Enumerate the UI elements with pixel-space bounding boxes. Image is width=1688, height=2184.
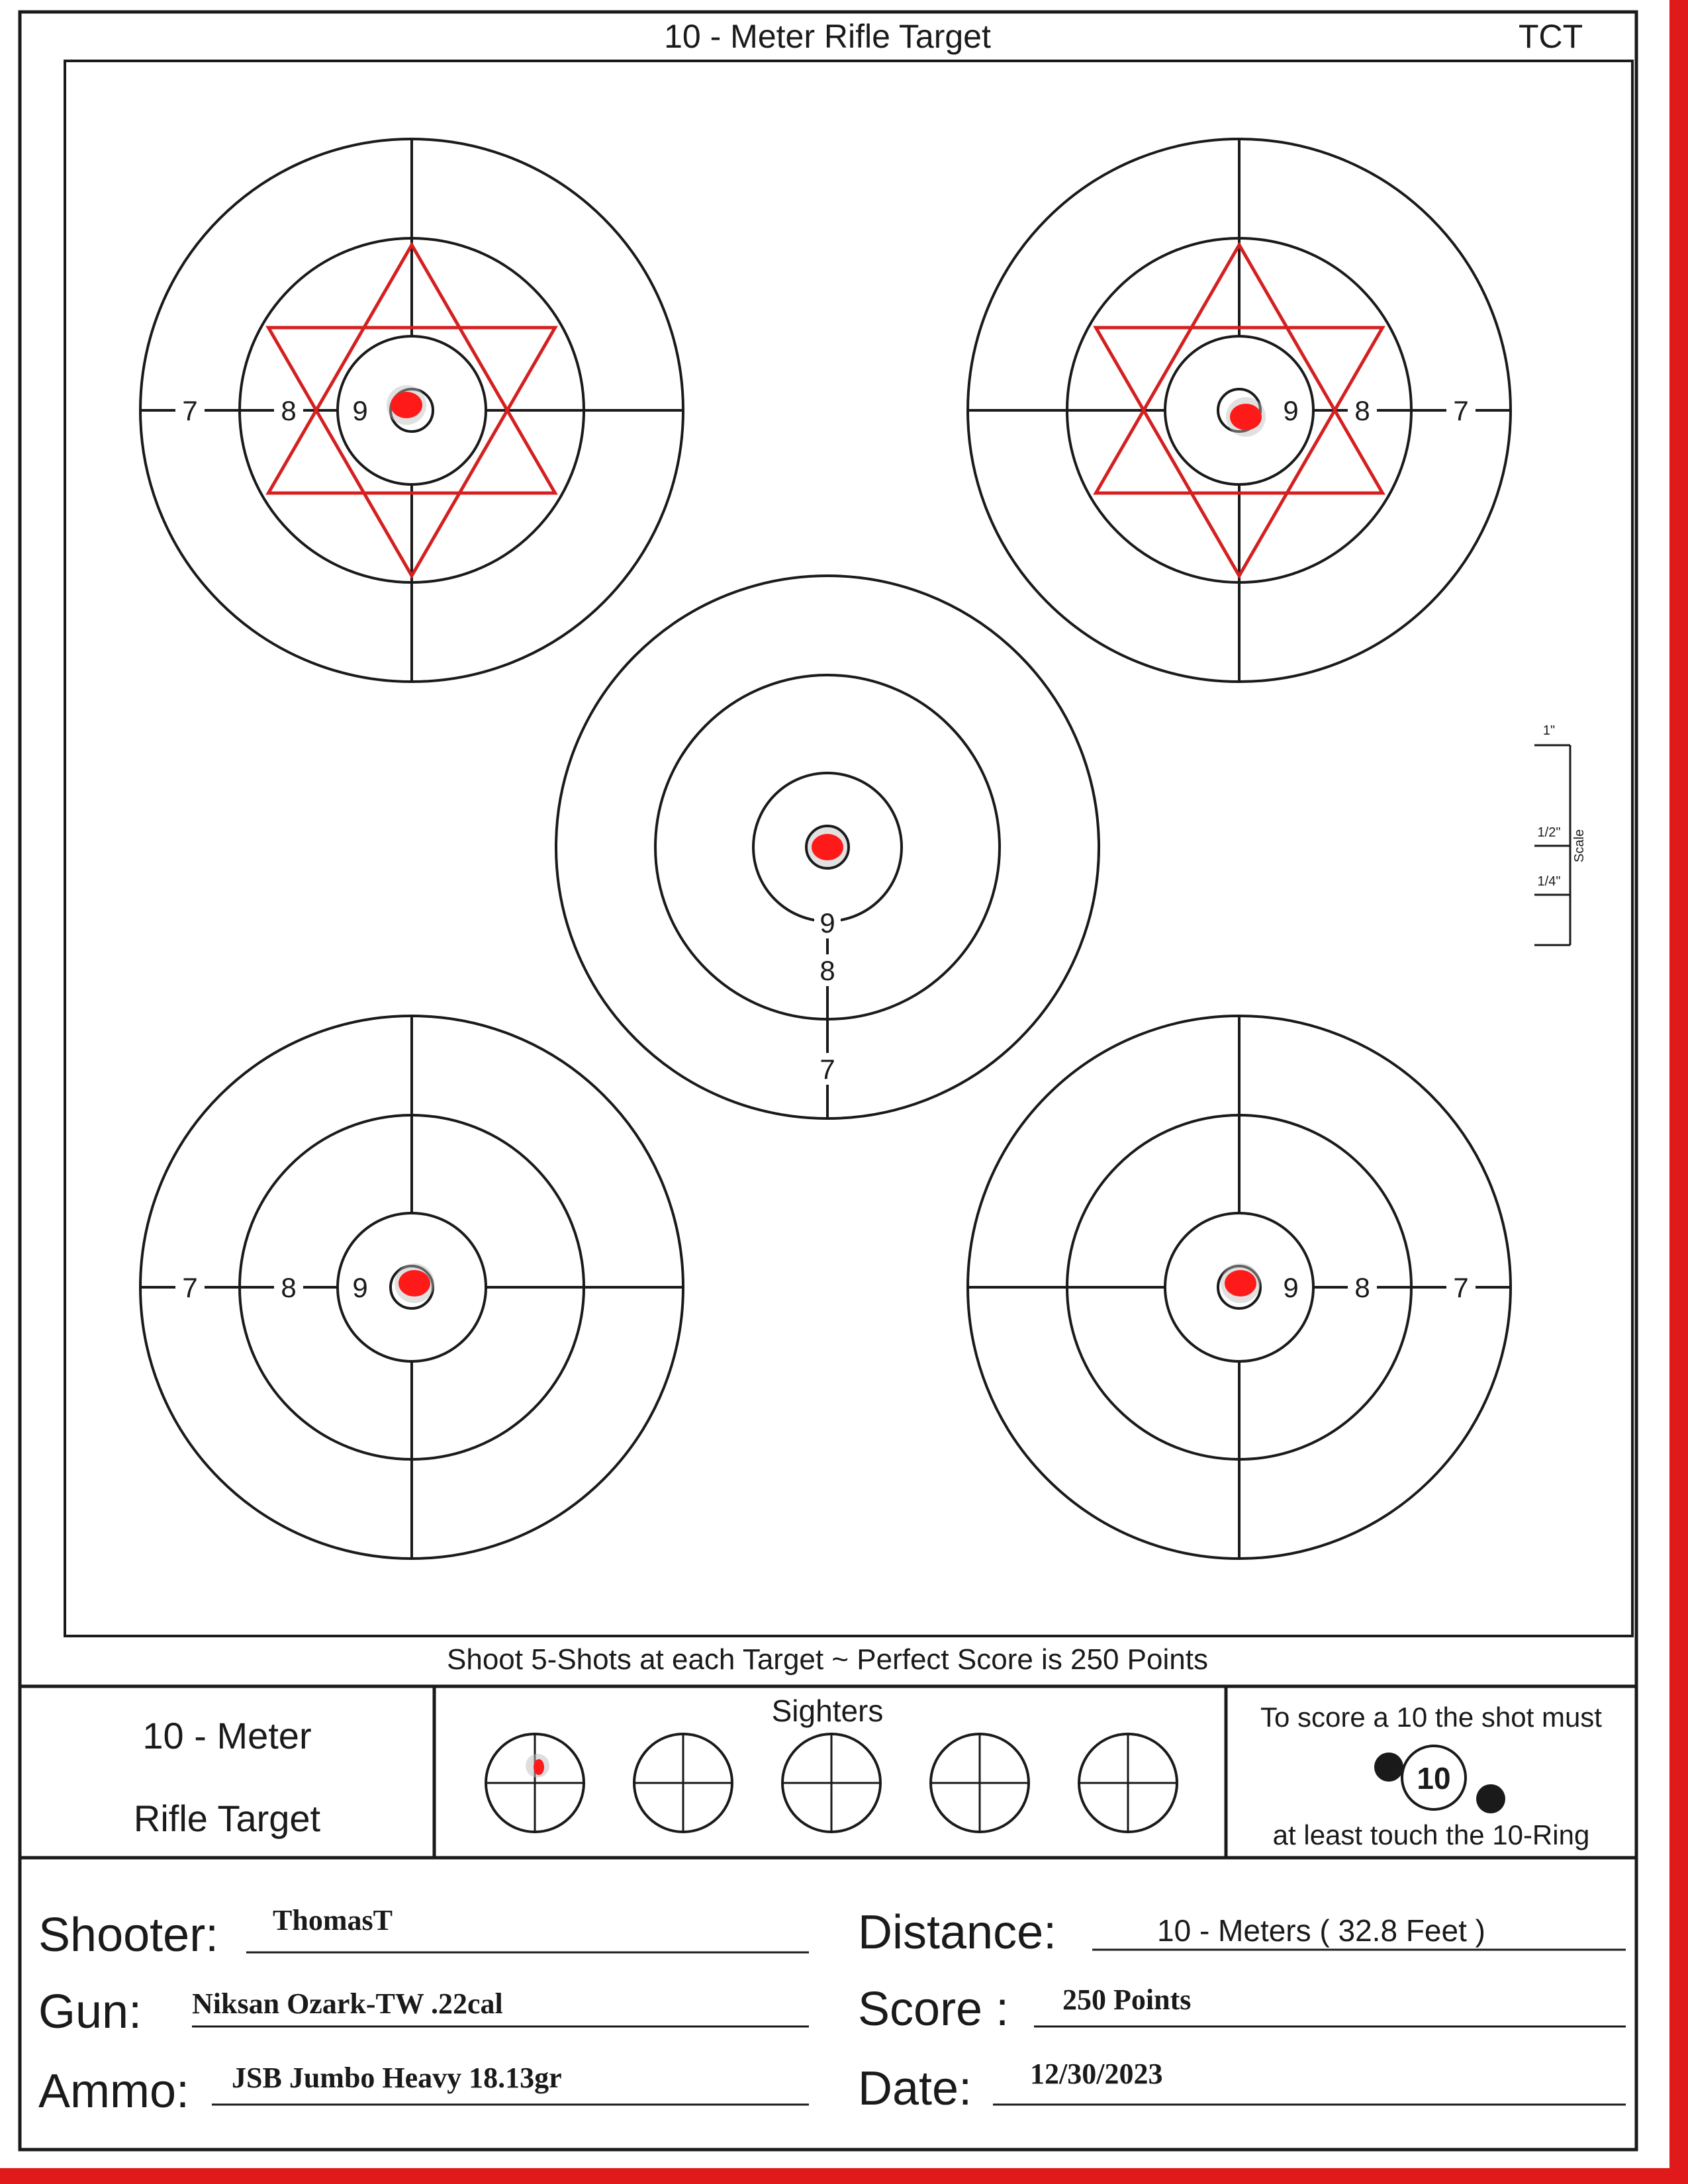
sighter-shot <box>534 1759 544 1775</box>
ring-label: 7 <box>820 1054 835 1085</box>
ring-label: 7 <box>182 1272 198 1303</box>
scale-mark-label: 1" <box>1542 723 1556 738</box>
ring-label: 8 <box>281 1272 297 1303</box>
red-border-bottom <box>0 2168 1688 2184</box>
ring-label: 9 <box>352 1272 368 1303</box>
ring-label: 9 <box>1283 395 1299 426</box>
scale-title: Scale <box>1572 829 1587 863</box>
shot-group <box>391 392 422 418</box>
shooter-label: Shooter: <box>38 1909 219 1962</box>
ring-label: 7 <box>182 395 198 426</box>
scale-bar <box>1534 723 1587 945</box>
ring-label: 9 <box>352 395 368 426</box>
target-top-left <box>140 139 683 682</box>
shot-group <box>1230 404 1262 430</box>
scale-mark-label: 1/2" <box>1537 825 1561 840</box>
page-title: 10 - Meter Rifle Target <box>664 18 991 55</box>
ring-label: 7 <box>1453 1272 1469 1303</box>
footer-title-line2: Rifle Target <box>133 1797 321 1839</box>
date-value[interactable]: 12/30/2023 <box>1030 2058 1163 2090</box>
shot-group <box>1225 1270 1256 1297</box>
sighters-row <box>486 1734 1177 1832</box>
ring-label: 8 <box>281 395 297 426</box>
instructions-text: Shoot 5-Shots at each Target ~ Perfect Score is 250 Points <box>447 1643 1208 1676</box>
ammo-value[interactable]: JSB Jumbo Heavy 18.13gr <box>232 2062 562 2094</box>
gun-label: Gun: <box>38 1985 142 2038</box>
ring-label: 8 <box>1354 395 1370 426</box>
ammo-label: Ammo: <box>38 2065 190 2118</box>
ring-label: 9 <box>820 907 835 938</box>
targets-layer <box>140 139 1511 1559</box>
target-center <box>556 576 1099 1118</box>
ten-ring-badge: 10 <box>1417 1761 1451 1796</box>
ring-label: 9 <box>1283 1272 1299 1303</box>
shot-group <box>399 1270 430 1297</box>
shooter-value[interactable]: ThomasT <box>273 1904 393 1936</box>
date-label: Date: <box>858 2062 972 2115</box>
score-value[interactable]: 250 Points <box>1062 1983 1192 2016</box>
target-bottom-right <box>968 1016 1511 1559</box>
ten-ring-rule-bottom: at least touch the 10-Ring <box>1272 1819 1590 1850</box>
distance-label: Distance: <box>858 1906 1057 1959</box>
gun-value[interactable]: Niksan Ozark-TW .22cal <box>192 1987 503 2020</box>
footer-title-line1: 10 - Meter <box>142 1715 312 1756</box>
sighters-title: Sighters <box>771 1694 884 1728</box>
ten-ring-rule-top: To score a 10 the shot must <box>1260 1702 1602 1733</box>
brand-mark: TCT <box>1519 18 1583 55</box>
red-border-right <box>1669 0 1688 2184</box>
shot-group <box>812 834 843 860</box>
target-top-right <box>968 139 1511 682</box>
scale-mark-label: 1/4" <box>1537 874 1561 889</box>
ring-label: 8 <box>1354 1272 1370 1303</box>
target-bottom-left <box>140 1016 683 1559</box>
ring-label: 7 <box>1453 395 1469 426</box>
score-label: Score : <box>858 1983 1009 2036</box>
ring-label: 8 <box>820 955 835 986</box>
distance-value[interactable]: 10 - Meters ( 32.8 Feet ) <box>1157 1913 1485 1948</box>
